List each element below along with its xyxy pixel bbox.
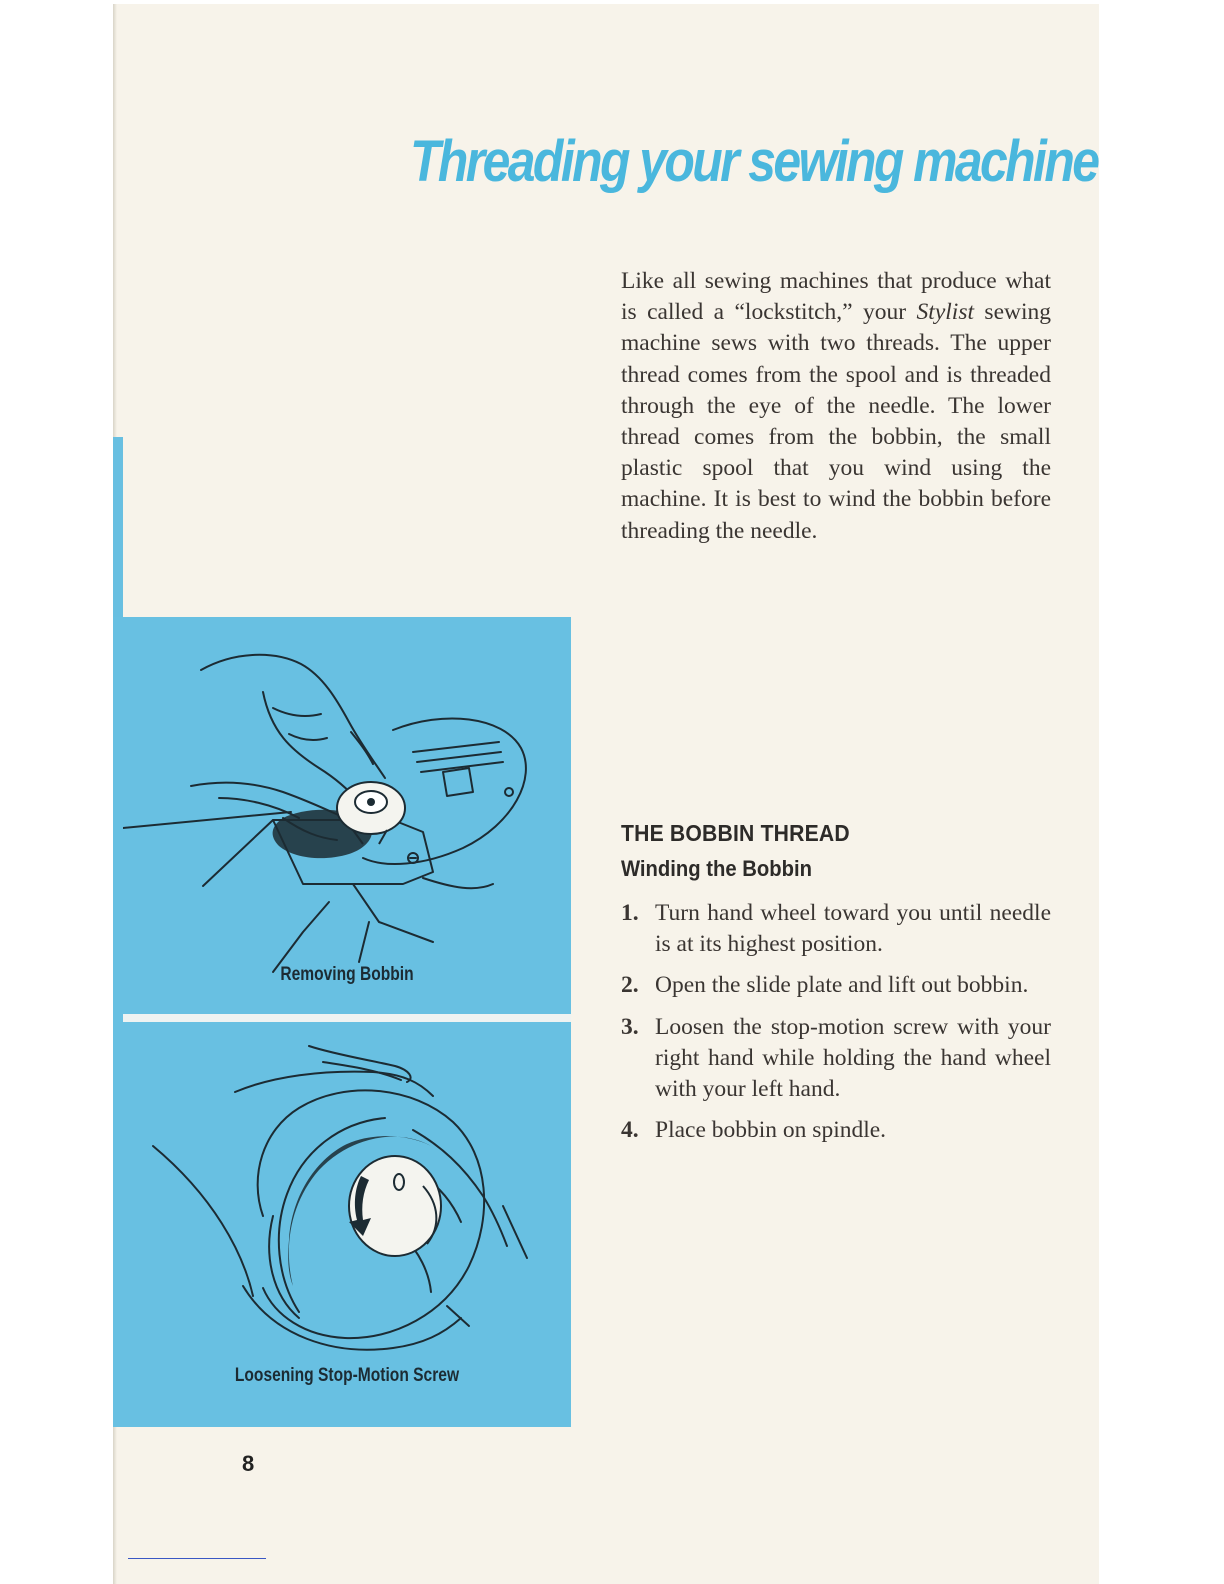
section-heading: THE BOBBIN THREAD [621, 820, 850, 846]
page-number: 8 [242, 1451, 255, 1476]
step-text: Open the slide plate and lift out bobbin. [655, 972, 1029, 999]
list-item [621, 1115, 1051, 1146]
blue-edge-strip [113, 437, 123, 617]
intro-paragraph [621, 266, 1051, 547]
step-text: Turn hand wheel toward you until needle is at its highest position. [655, 900, 1051, 958]
hand-wheel-illustration-icon [123, 1026, 571, 1376]
step-text: Place bobbin on spindle. [655, 1117, 887, 1144]
list-item [621, 1012, 1051, 1106]
step-number: 2. [621, 972, 639, 999]
figure-caption-removing-bobbin: Removing Bobbin [280, 964, 414, 985]
step-number: 1. [621, 900, 639, 926]
step-number: 3. [621, 1013, 639, 1040]
list-item [621, 898, 1051, 960]
footer-rule [128, 1558, 266, 1559]
list-item [621, 970, 1051, 1001]
page-title: Threading your sewing machine [410, 129, 1098, 194]
intro-text-start: Like all sewing machines that produce what is called a “lockstitch,” your [621, 268, 1051, 326]
intro-text-end: sewing machine sews with two threads. The upper thread comes from the spool and is threaded through the eye of the needle. The lower thread comes from the bobbin, the small plastic spool that you wind using the machine. It is best to wind the bobbin before threading the needle. [621, 299, 1052, 544]
sub-heading: Winding the Bobbin [621, 856, 812, 881]
figure-caption-loosening-screw: Loosening Stop-Motion Screw [234, 1365, 460, 1386]
winding-steps-list [621, 898, 1051, 1156]
brand-name: Stylist [916, 299, 974, 326]
panel-divider [123, 1014, 571, 1022]
step-number: 4. [621, 1117, 639, 1144]
step-text: Loosen the stop-motion screw with your right hand while holding the hand wheel with your left hand. [655, 1013, 1051, 1103]
bobbin-removal-illustration-icon [123, 622, 571, 1002]
